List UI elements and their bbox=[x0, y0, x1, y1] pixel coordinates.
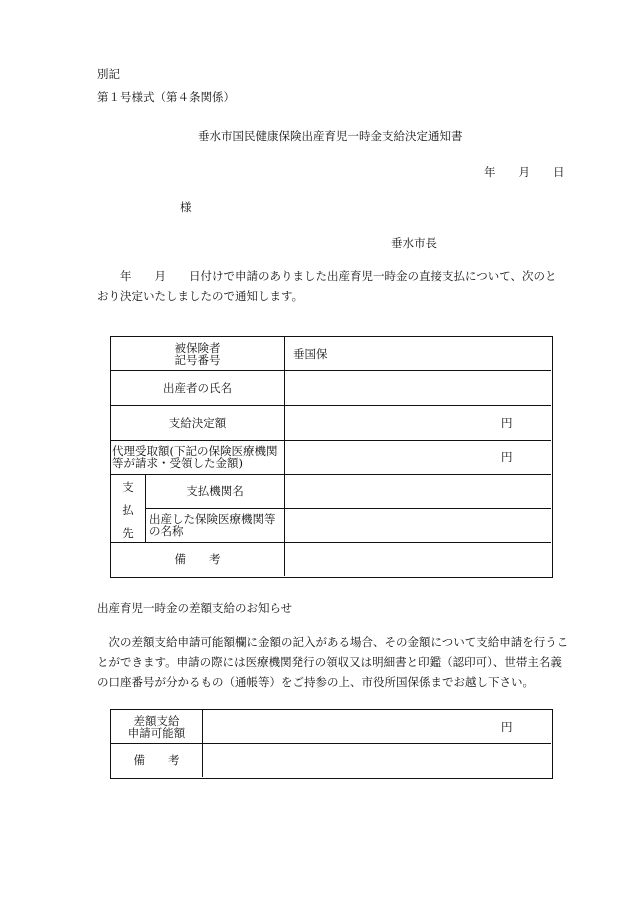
intro-paragraph: 年 月 日付けで申請のありました出産育児一時金の直接支払について、次のとおり決定いたしましたので通知します。 bbox=[97, 269, 557, 303]
decision-table bbox=[110, 336, 553, 578]
payee-char: 払 bbox=[122, 502, 134, 517]
insured-number-value: 垂国保 bbox=[293, 346, 328, 361]
column-divider bbox=[202, 710, 203, 777]
insured-label-line2: 記号番号 bbox=[174, 352, 221, 367]
form-number: 第１号様式（第４条関係） bbox=[97, 90, 235, 104]
mother-name-label: 出産者の氏名 bbox=[163, 380, 232, 395]
proxy-amount-yen: 円 bbox=[501, 450, 513, 464]
addressee-honorific: 様 bbox=[180, 200, 192, 214]
notice-paragraph: 次の差額支給申請可能額欄に金額の記入がある場合、その金額について支給申請を行うことができます。申請の際には医療機関発行の領収又は明細書と印鑑（認印可）、世帯主名義の口座番号が分かるもの（通帳等）をご持参の上、市役所国保係までお越し下さい。 bbox=[97, 635, 569, 689]
facility-label-line2: の名称 bbox=[149, 524, 184, 538]
payee-char: 先 bbox=[122, 525, 134, 540]
difference-label-line1: 差額支給 bbox=[133, 713, 180, 728]
difference-amount-label bbox=[111, 710, 202, 743]
document-title: 垂水市国民健康保険出産育児一時金支給決定通知書 bbox=[198, 129, 463, 143]
remarks-label: 備 考 bbox=[174, 552, 221, 566]
insured-label-line1: 被保険者 bbox=[174, 340, 221, 355]
proxy-label-line1: 代理受取額(下記の保険医療機関 bbox=[112, 444, 278, 458]
notice-heading: 出産育児一時金の差額支給のお知らせ bbox=[97, 601, 293, 615]
difference-table bbox=[110, 709, 553, 779]
payee-org-value bbox=[293, 474, 548, 508]
issue-date: 年 月 日 bbox=[484, 165, 565, 179]
issuer-name: 垂水市長 bbox=[391, 236, 437, 250]
payee-char: 支 bbox=[122, 479, 134, 494]
proxy-amount-label bbox=[112, 440, 284, 474]
decision-amount-yen: 円 bbox=[501, 415, 513, 430]
insured-number-label bbox=[111, 337, 284, 370]
remarks-value bbox=[293, 542, 548, 576]
facility-label-line1: 出産した保険医療機関等 bbox=[149, 512, 276, 526]
attachment-label: 別記 bbox=[97, 67, 120, 81]
remarks-value bbox=[211, 743, 541, 777]
payee-org-label: 支払機関名 bbox=[186, 484, 244, 498]
facility-name-value bbox=[293, 508, 548, 542]
proxy-label-line2: 等が請求・受領した金額) bbox=[112, 456, 243, 470]
remarks-label: 備 考 bbox=[133, 753, 180, 767]
facility-name-label bbox=[149, 508, 284, 542]
difference-label-line2: 申請可能額 bbox=[127, 725, 186, 740]
column-divider bbox=[284, 337, 285, 576]
decision-amount-label: 支給決定額 bbox=[168, 415, 227, 430]
difference-amount-yen: 円 bbox=[501, 719, 513, 734]
mother-name-value bbox=[293, 370, 548, 405]
